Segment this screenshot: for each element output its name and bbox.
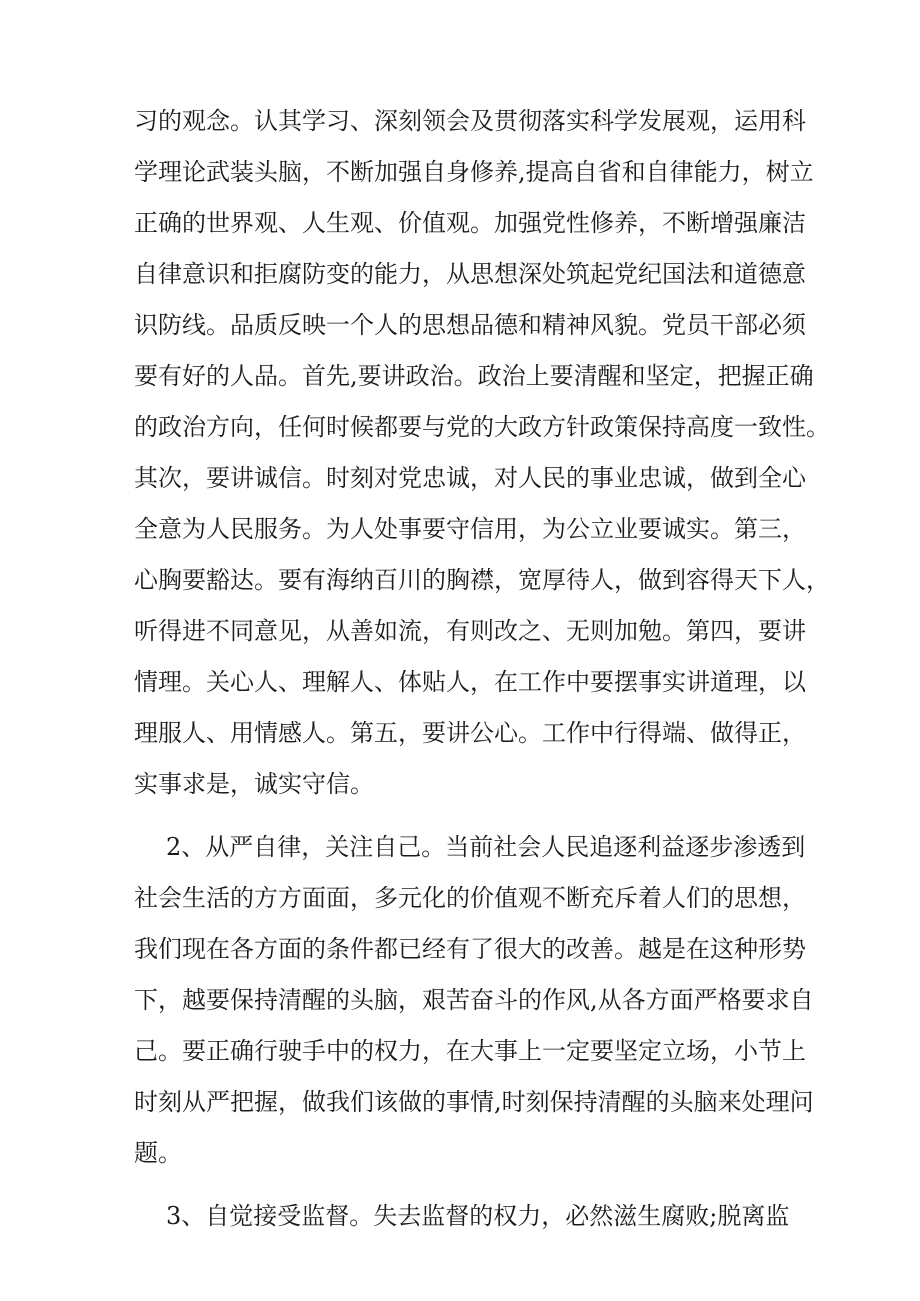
text-line: 正确的世界观、人生观、价值观。加强党性修养，不断增强廉洁 [134,209,806,237]
text-line: 自律意识和拒腐防变的能力，从思想深处筑起党纪国法和道德意 [134,260,806,288]
text-line: 情理。关心人、理解人、体贴人，在工作中要摆事实讲道理，以 [134,668,806,696]
text-line: 识防线。品质反映一个人的思想品德和精神风貌。党员干部必须 [134,311,806,339]
body-text [134,96,830,1242]
text-line: 下，越要保持清醒的头脑，艰苦奋斗的作风,从各方面严格要求自 [134,986,814,1014]
text-line: 的政治方向，任何时候都要与党的大政方针政策保持高度一致性。 [134,413,830,441]
text-line: 其次，要讲诚信。时刻对党忠诚，对人民的事业忠诚，做到全心 [134,464,806,492]
text-line: 社会生活的方方面面，多元化的价值观不断充斥着人们的思想， [134,884,806,912]
text-line: 题。 [134,1139,182,1167]
paragraph-1 [134,96,830,810]
text-line: 要有好的人品。首先,要讲政治。政治上要清醒和坚定，把握正确 [134,362,814,390]
text-line: 全意为人民服务。为人处事要守信用，为公立业要诚实。第三， [134,515,806,543]
text-line: 学理论武装头脑，不断加强自身修养,提高自省和自律能力，树立 [134,158,814,186]
text-line: 己。要正确行驶手中的权力，在大事上一定要坚定立场，小节上 [134,1037,806,1065]
text-line: 习的观念。认其学习、深刻领会及贯彻落实科学发展观，运用科 [134,107,806,135]
text-line: 3、自觉接受监督。失去监督的权力，必然滋生腐败;脱离监 [166,1202,790,1230]
text-line: 实事求是，诚实守信。 [134,770,374,798]
text-line: 心胸要豁达。要有海纳百川的胸襟，宽厚待人，做到容得天下人， [134,566,830,594]
text-line: 听得进不同意见，从善如流，有则改之、无则加勉。第四，要讲 [134,617,806,645]
paragraph-2 [134,822,814,1179]
paragraph-3 [134,1191,804,1242]
text-line: 理服人、用情感人。第五，要讲公心。工作中行得端、做得正， [134,719,806,747]
text-line: 2、从严自律，关注自己。当前社会人民追逐利益逐步渗透到 [166,833,806,861]
text-line: 我们现在各方面的条件都已经有了很大的改善。越是在这种形势 [134,935,806,963]
text-line: 时刻从严把握，做我们该做的事情,时刻保持清醒的头脑来处理问 [134,1088,814,1116]
